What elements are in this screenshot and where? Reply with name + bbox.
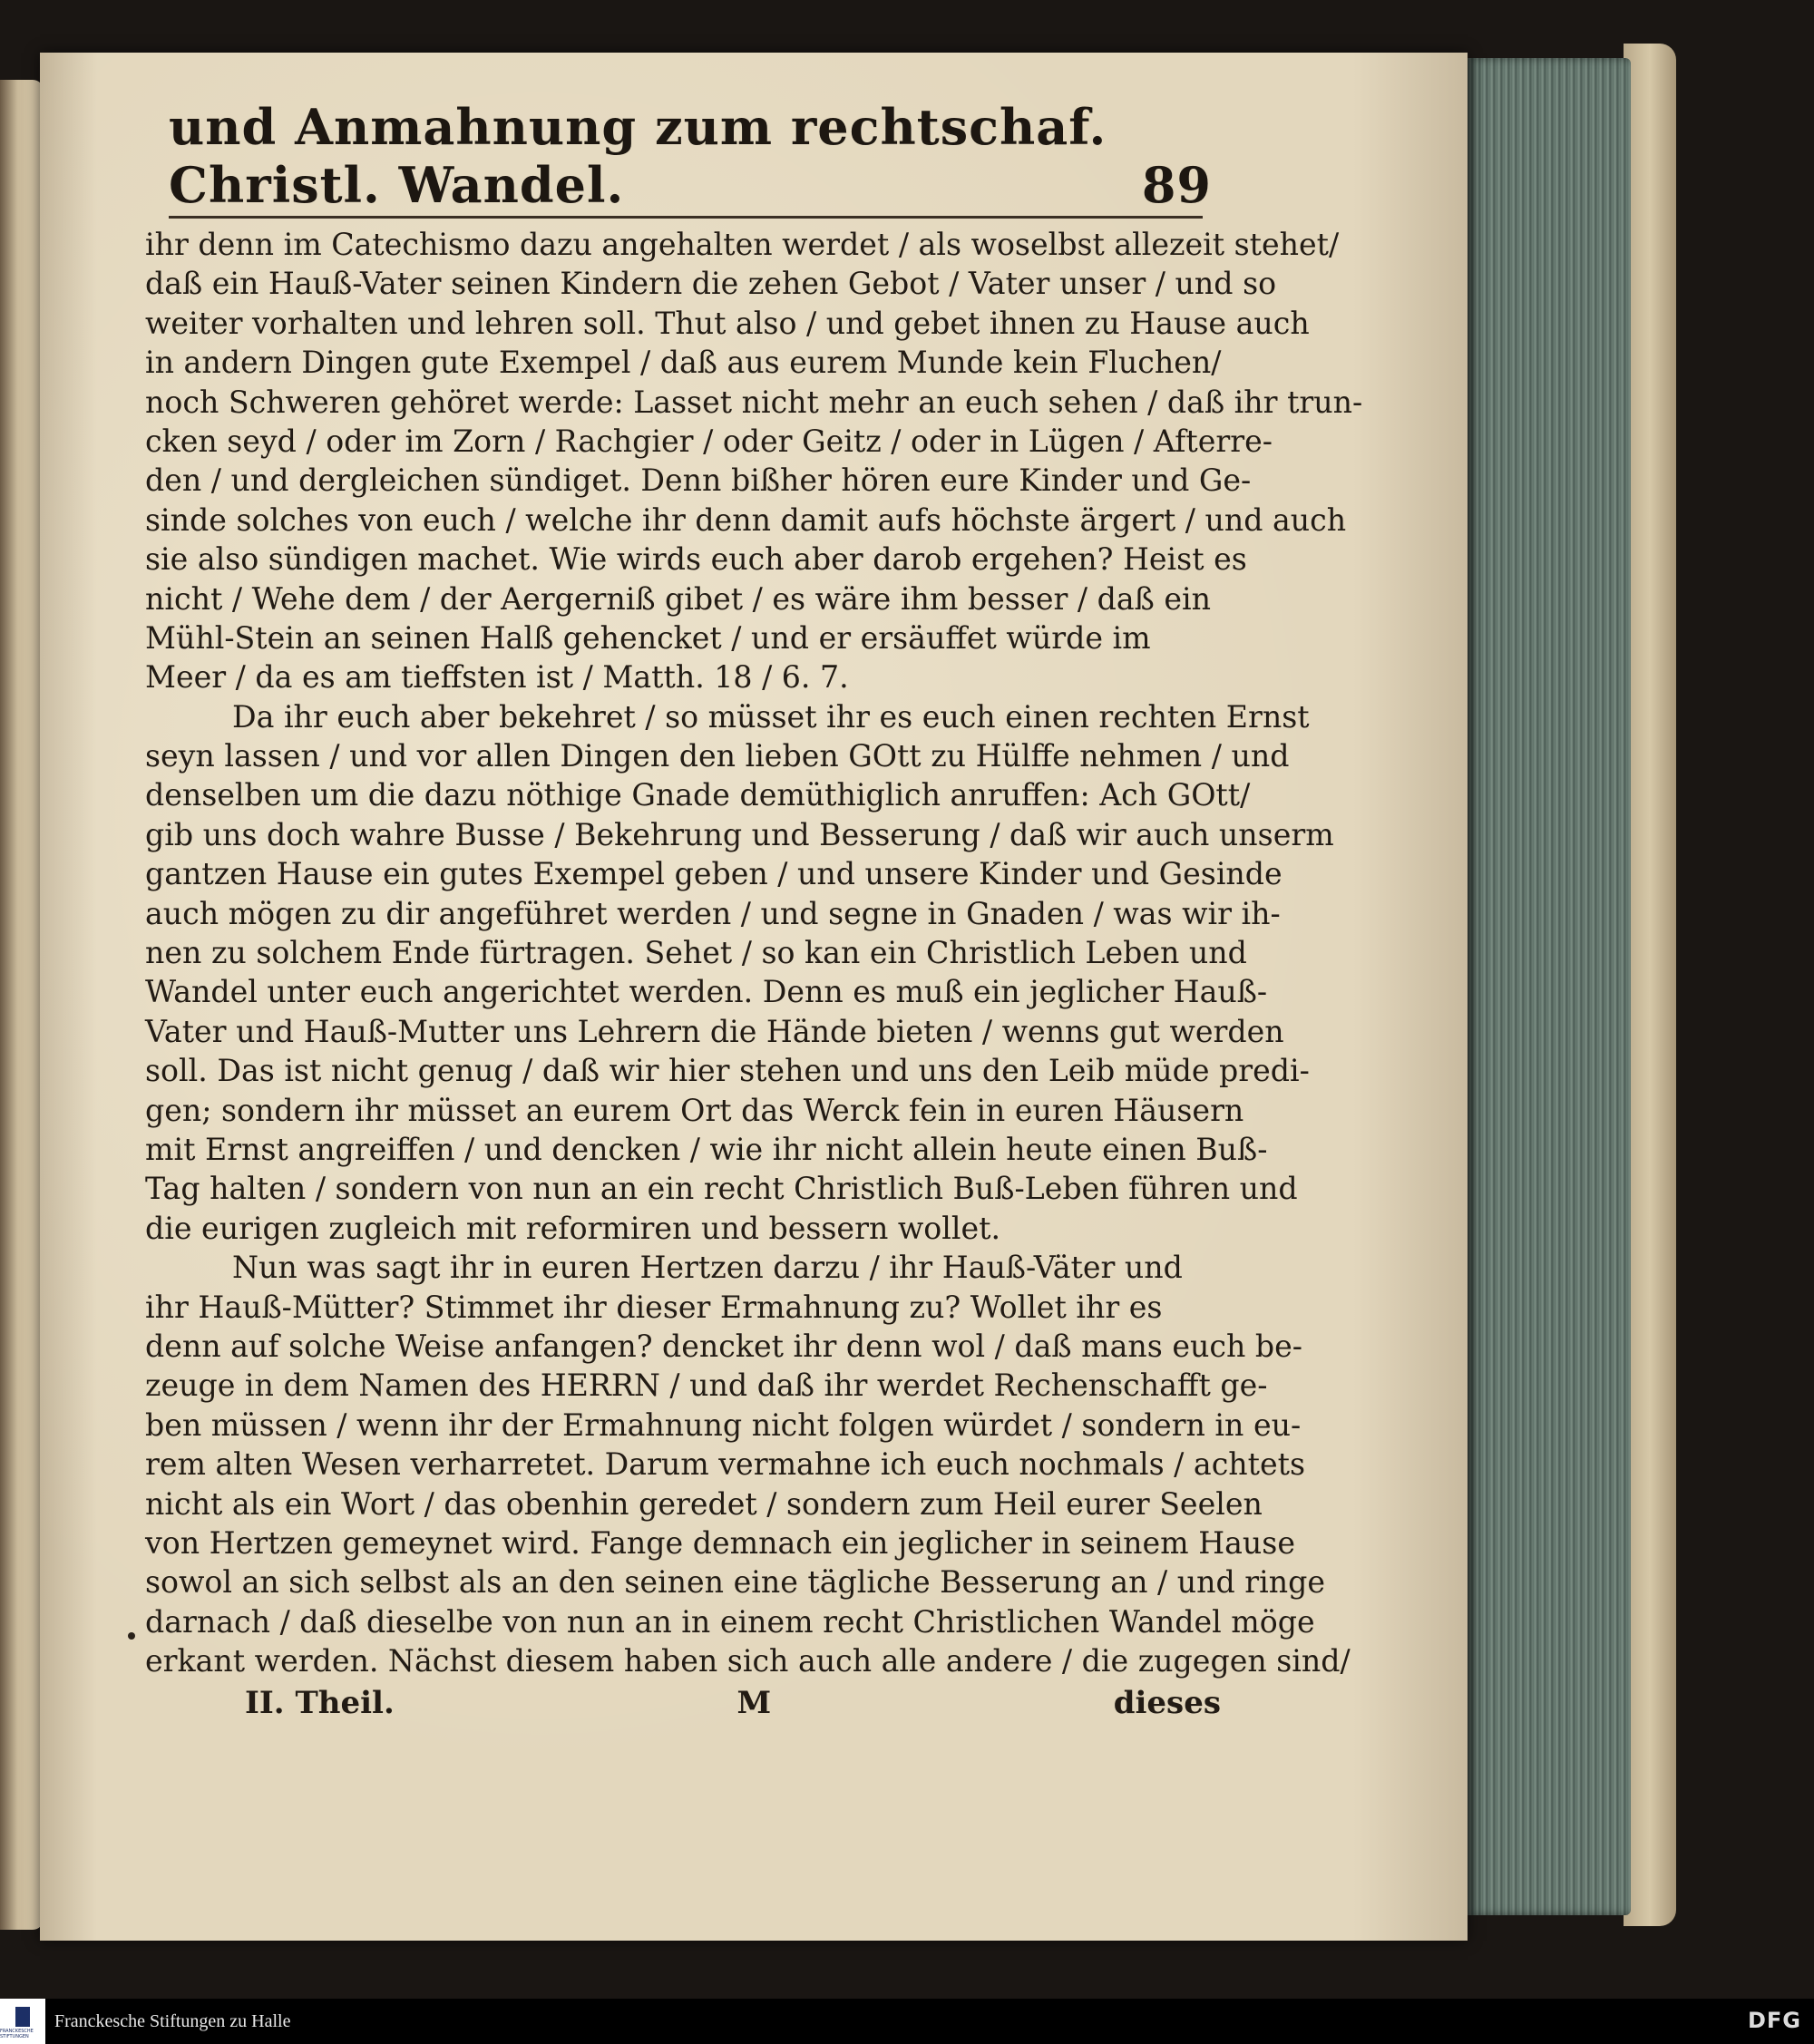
text-line: sinde solches von euch / welche ihr denn damit aufs höchste ärgert / und auch bbox=[145, 501, 1347, 538]
text-line: Mühl-Stein an seinen Halß gehencket / und er ersäuffet würde im bbox=[145, 619, 1151, 656]
viewer-bar bbox=[0, 1999, 1814, 2044]
text-line: Wandel unter euch angerichtet werden. Denn es muß ein jeglicher Hauß- bbox=[145, 974, 1268, 1010]
text-line: ihr denn im Catechismo dazu angehalten werdet / als woselbst allezeit stehet/ bbox=[145, 227, 1340, 262]
text-line: cken seyd / oder im Zorn / Rachgier / oder Geitz / oder in Lügen / Afterre- bbox=[145, 423, 1273, 459]
catchword: dieses bbox=[1113, 1685, 1221, 1721]
text-line: sowol an sich selbst als an den seinen eine tägliche Besserung an / und ringe bbox=[145, 1564, 1326, 1601]
text-line: ben müssen / wenn ihr der Ermahnung nicht folgen würdet / sondern in eu- bbox=[145, 1406, 1302, 1443]
body-text bbox=[145, 225, 1363, 1680]
institution-logo[interactable] bbox=[0, 1999, 45, 2044]
text-line: nicht / Wehe dem / der Aergerniß gibet / es wäre ihm besser / daß ein bbox=[145, 580, 1211, 617]
dfg-logo[interactable]: DFG bbox=[1747, 2008, 1801, 2033]
text-line: Meer / da es am tieffsten ist / Matth. 18 / 6. 7. bbox=[145, 659, 849, 696]
text-line: darnach / daß dieselbe von nun an in einem recht Christlichen Wandel möge bbox=[145, 1603, 1315, 1640]
text-line: in andern Dingen gute Exempel / daß aus eurem Munde kein Fluchen/ bbox=[145, 345, 1222, 381]
text-line: erkant werden. Nächst diesem haben sich auch alle andere / die zugegen sind/ bbox=[145, 1643, 1351, 1679]
page-footer bbox=[245, 1685, 1221, 1721]
left-page-edge bbox=[0, 80, 44, 1930]
head-rule bbox=[169, 216, 1203, 219]
text-line: Tag halten / sondern von nun an ein recht Christlich Buß-Leben führen und bbox=[145, 1171, 1298, 1207]
text-line: von Hertzen gemeynet wird. Fange demnach ein jeglicher in seinem Hause bbox=[145, 1524, 1295, 1561]
text-line: die eurigen zugleich mit reformiren und bessern wollet. bbox=[145, 1210, 1001, 1246]
institution-name[interactable]: Franckesche Stiftungen zu Halle bbox=[54, 2010, 291, 2031]
logo-caption: FRANCKESCHE STIFTUNGEN bbox=[0, 2029, 34, 2039]
running-head bbox=[169, 98, 1212, 214]
running-head-title: und Anmahnung zum rechtschaf. Christl. Wandel. bbox=[169, 98, 1107, 214]
text-line: Nun was sagt ihr in euren Hertzen darzu / ihr Hauß-Väter und bbox=[232, 1250, 1183, 1286]
text-line: daß ein Hauß-Vater seinen Kindern die zehen Gebot / Vater unser / und so bbox=[145, 266, 1277, 302]
text-line: soll. Das ist nicht genug / daß wir hier stehen und uns den Leib müde predi- bbox=[145, 1053, 1310, 1089]
text-line: zeuge in dem Namen des HERRN / und daß ihr werdet Rechenschafft ge- bbox=[145, 1368, 1268, 1404]
margin-mark bbox=[128, 1632, 135, 1640]
text-line: nen zu solchem Ende fürtragen. Sehet / so kan ein Christlich Leben und bbox=[145, 935, 1247, 971]
page-fore-edge bbox=[1468, 58, 1631, 1915]
text-line: rem alten Wesen verharretet. Darum vermahne ich euch nochmals / achtets bbox=[145, 1446, 1305, 1483]
volume-label: II. Theil. bbox=[245, 1685, 395, 1721]
text-line: gib uns doch wahre Busse / Bekehrung und Besserung / daß wir auch unserm bbox=[145, 816, 1334, 852]
text-line: ihr Hauß-Mütter? Stimmet ihr dieser Ermahnung zu? Wollet ihr es bbox=[145, 1289, 1163, 1325]
book-cover-edge bbox=[1624, 44, 1676, 1926]
text-line: Vater und Hauß-Mutter uns Lehrern die Hände bieten / wenns gut werden bbox=[145, 1013, 1284, 1049]
logo-icon bbox=[15, 2007, 30, 2027]
text-line: noch Schweren gehöret werde: Lasset nicht mehr an euch sehen / daß ihr trun- bbox=[145, 384, 1363, 420]
text-line: gantzen Hause ein gutes Exempel geben / und unsere Kinder und Gesinde bbox=[145, 856, 1282, 892]
text-line: weiter vorhalten und lehren soll. Thut also / und gebet ihnen zu Hause auch bbox=[145, 305, 1310, 341]
text-line: nicht als ein Wort / das obenhin geredet / sondern zum Heil eurer Seelen bbox=[145, 1485, 1263, 1522]
text-line: auch mögen zu dir angeführet werden / und segne in Gnaden / was wir ih- bbox=[145, 895, 1281, 931]
page-number: 89 bbox=[1141, 156, 1212, 214]
text-line: denn auf solche Weise anfangen? dencket ihr denn wol / daß mans euch be- bbox=[145, 1328, 1302, 1364]
text-line: seyn lassen / und vor allen Dingen den lieben GOtt zu Hülffe nehmen / und bbox=[145, 738, 1290, 774]
text-line: gen; sondern ihr müsset an eurem Ort das Werck fein in euren Häusern bbox=[145, 1092, 1244, 1128]
signature-mark: M bbox=[736, 1685, 772, 1721]
text-line: denselben um die dazu nöthige Gnade demüthiglich anruffen: Ach GOtt/ bbox=[145, 777, 1251, 813]
text-line: sie also sündigen machet. Wie wirds euch aber darob ergehen? Heist es bbox=[145, 541, 1247, 578]
text-line: mit Ernst angreiffen / und dencken / wie ihr nicht allein heute einen Buß- bbox=[145, 1131, 1268, 1167]
text-line: Da ihr euch aber bekehret / so müsset ihr es euch einen rechten Ernst bbox=[232, 698, 1310, 735]
text-line: den / und dergleichen sündiget. Denn bißher hören eure Kinder und Ge- bbox=[145, 462, 1252, 499]
